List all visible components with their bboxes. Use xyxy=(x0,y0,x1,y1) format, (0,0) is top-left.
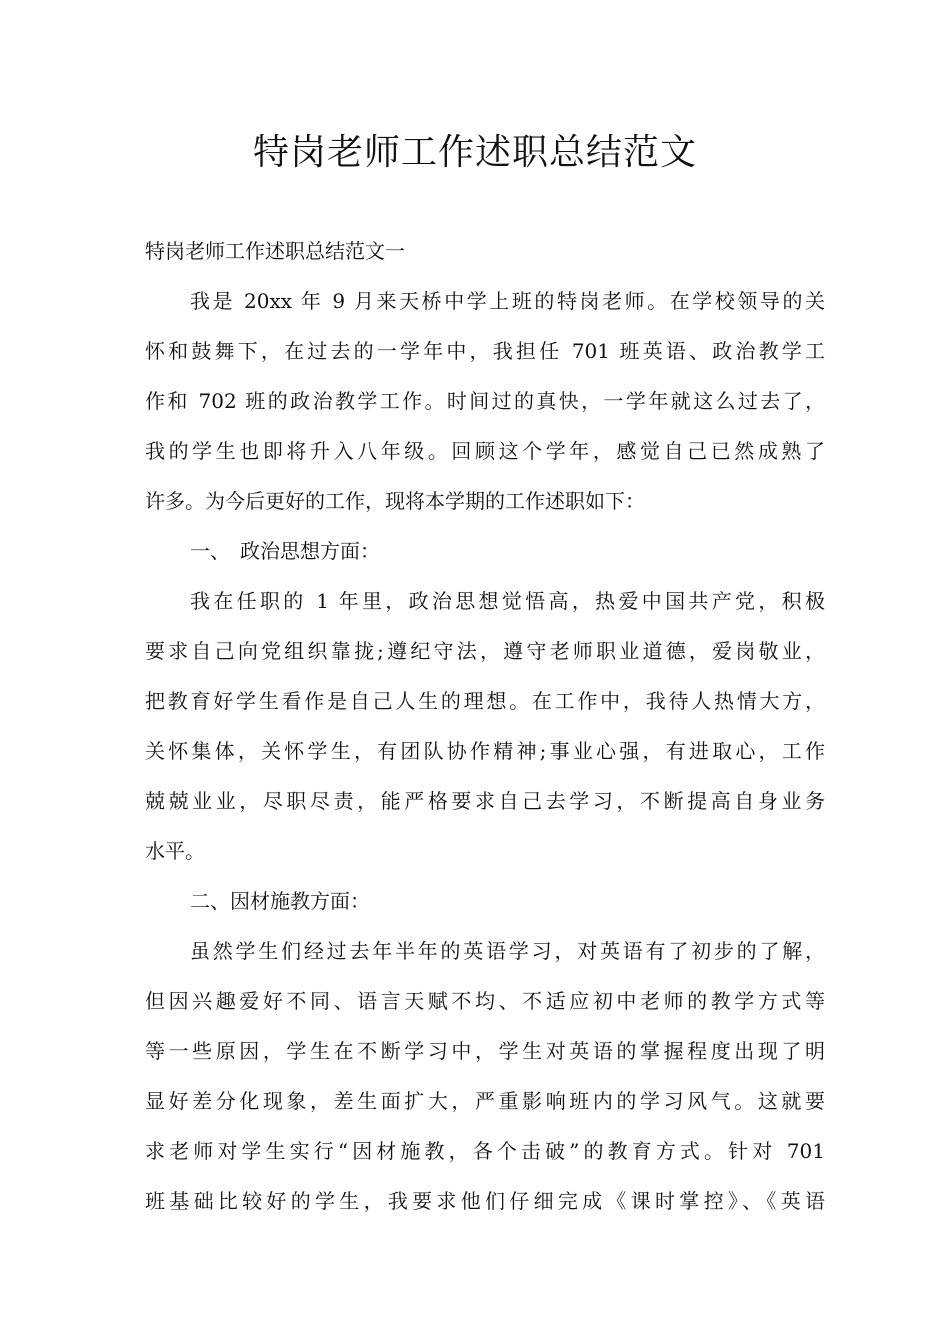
paragraph-line: 把教育好学生看作是自己人生的理想。在工作中，我待人热情大方， xyxy=(145,689,825,713)
paragraph-line: 班基础比较好的学生，我要求他们仔细完成《课时掌控》、《英语 xyxy=(145,1189,825,1213)
paragraph-line: 关怀集体，关怀学生，有团队协作精神;事业心强，有进取心，工作 xyxy=(145,739,825,763)
paragraph-line: 怀和鼓舞下，在过去的一学年中，我担任 701 班英语、政治教学工 xyxy=(145,339,825,363)
paragraph-line: 要求自己向党组织靠拢;遵纪守法，遵守老师职业道德，爱岗敬业， xyxy=(145,639,825,663)
paragraph-line: 虽然学生们经过去年半年的英语学习，对英语有了初步的了解， xyxy=(190,939,825,963)
paragraph-line: 作和 702 班的政治教学工作。时间过的真快，一学年就这么过去了， xyxy=(145,389,825,413)
paragraph-line: 显好差分化现象，差生面扩大，严重影响班内的学习风气。这就要 xyxy=(145,1089,825,1113)
section-heading: 二、因材施教方面： xyxy=(190,889,370,913)
paragraph-line: 我在任职的 1 年里，政治思想觉悟高，热爱中国共产党，积极 xyxy=(190,589,825,613)
section-heading: 一、 政治思想方面： xyxy=(190,539,380,563)
paragraph-line: 兢兢业业，尽职尽责，能严格要求自己去学习，不断提高自身业务 xyxy=(145,789,825,813)
paragraph-line: 我的学生也即将升入八年级。回顾这个学年，感觉自己已然成熟了 xyxy=(145,439,825,463)
paragraph-line: 水平。 xyxy=(145,839,205,863)
paragraph-line: 许多。为今后更好的工作，现将本学期的工作述职如下： xyxy=(145,489,645,513)
document-title: 特岗老师工作述职总结范文 xyxy=(252,132,697,173)
paragraph-line: 求老师对学生实行“因材施教，各个击破”的教育方式。针对 701 xyxy=(145,1139,825,1163)
section-heading: 特岗老师工作述职总结范文一 xyxy=(145,239,405,263)
paragraph-line: 我是 20xx 年 9 月来天桥中学上班的特岗老师。在学校领导的关 xyxy=(190,289,825,313)
paragraph-line: 但因兴趣爱好不同、语言天赋不均、不适应初中老师的教学方式等 xyxy=(145,989,825,1013)
paragraph-line: 等一些原因，学生在不断学习中，学生对英语的掌握程度出现了明 xyxy=(145,1039,825,1063)
